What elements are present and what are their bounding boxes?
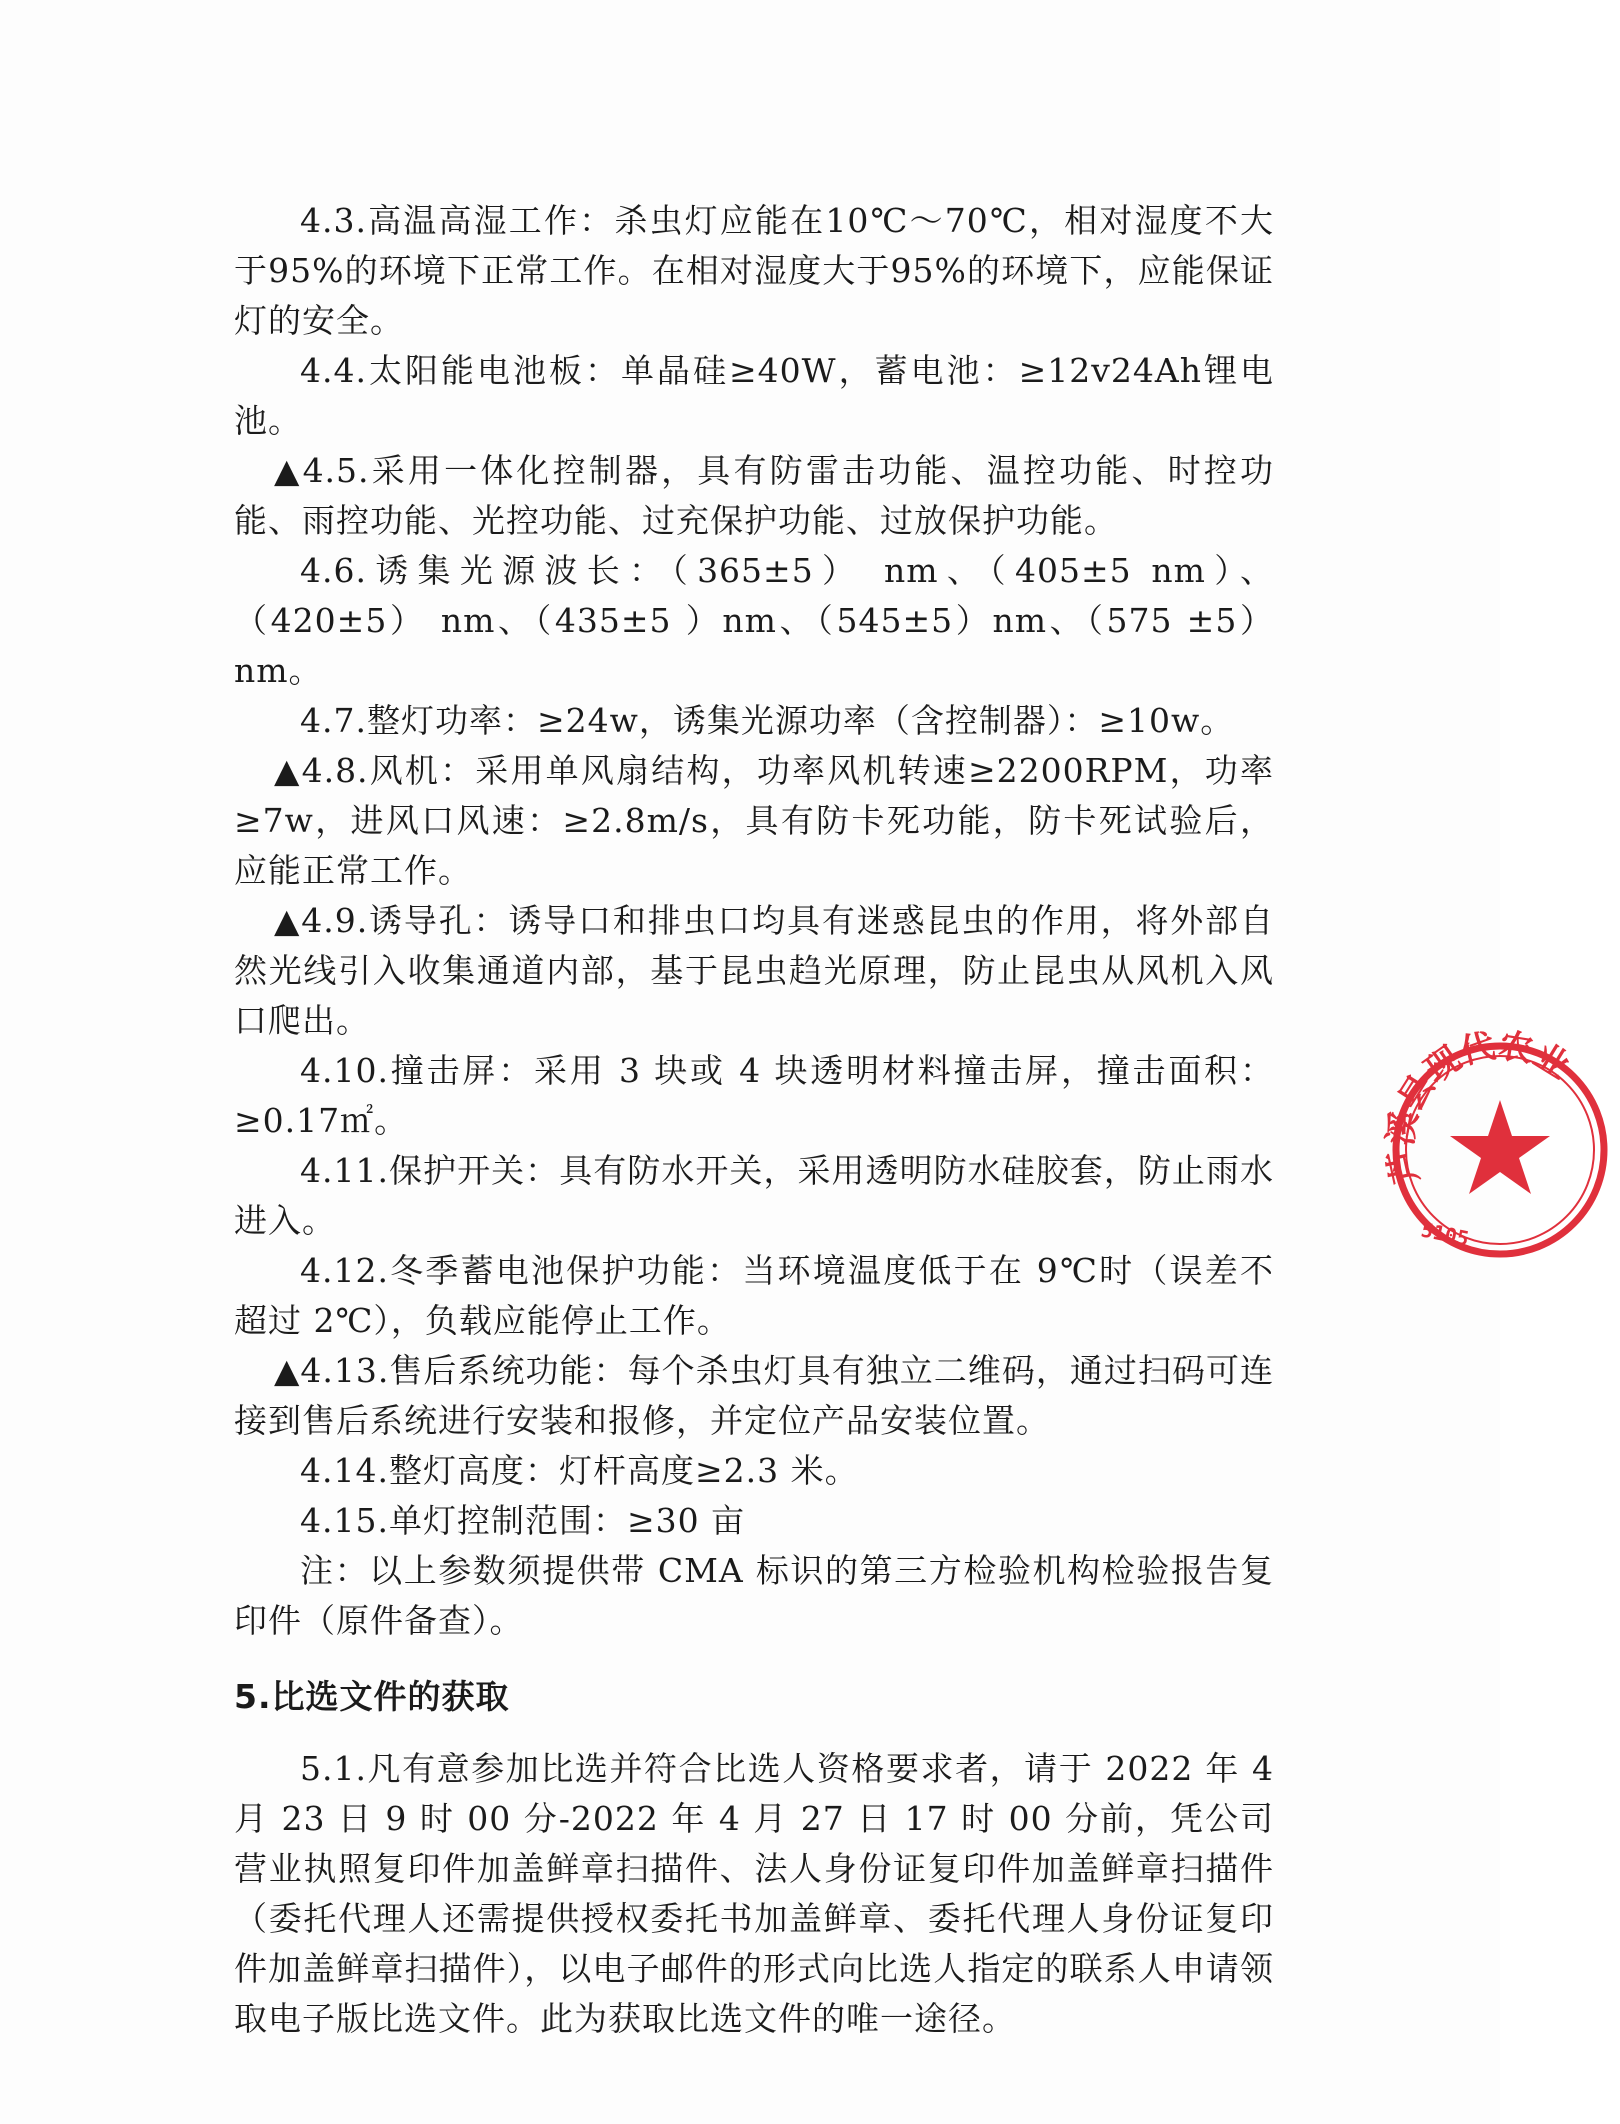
section-5-heading: 5.比选文件的获取 bbox=[234, 1677, 510, 1716]
clause-4-11: 4.11.保护开关：具有防水开关，采用透明防水硅胶套，防止雨水进入。 bbox=[234, 1151, 1274, 1240]
company-seal-icon bbox=[1380, 1000, 1620, 1300]
seal-text: 芦溪县现代农业 bbox=[1380, 1025, 1577, 1188]
clause-4-9: ▲4.9.诱导孔：诱导口和排虫口均具有迷惑昆虫的作用，将外部自然光线引入收集通道内部，基于昆虫趋光原理，防止昆虫从风机入风口爬出。 bbox=[234, 901, 1274, 1040]
triangle-marker-icon: ▲ bbox=[274, 751, 302, 790]
seal-number: 5105 bbox=[1418, 1217, 1472, 1251]
clause-4-7: 4.7.整灯功率：≥24w，诱集光源功率（含控制器）：≥10w。 bbox=[300, 701, 1235, 740]
note-paragraph: 注：以上参数须提供带 CMA 标识的第三方检验机构检验报告复印件（原件备查）。 bbox=[234, 1551, 1274, 1640]
clause-4-10: 4.10.撞击屏：采用 3 块或 4 块透明材料撞击屏，撞击面积：≥0.17㎡。 bbox=[234, 1051, 1274, 1140]
document-body bbox=[234, 196, 1274, 2044]
clause-4-14: 4.14.整灯高度：灯杆高度≥2.3 米。 bbox=[300, 1451, 859, 1490]
triangle-marker-icon: ▲ bbox=[274, 451, 303, 490]
seal-star-icon bbox=[1450, 1100, 1550, 1194]
triangle-marker-icon: ▲ bbox=[274, 901, 302, 940]
clause-4-12: 4.12.冬季蓄电池保护功能：当环境温度低于在 9℃时（误差不超过 2℃），负载应能停止工作。 bbox=[234, 1251, 1274, 1340]
clause-4-13: ▲4.13.售后系统功能：每个杀虫灯具有独立二维码，通过扫码可连接到售后系统进行安装和报修，并定位产品安装位置。 bbox=[234, 1351, 1274, 1440]
clause-4-15: 4.15.单灯控制范围：≥30 亩 bbox=[300, 1501, 746, 1540]
clause-4-8: ▲4.8.风机：采用单风扇结构，功率风机转速≥2200RPM，功率≥7w，进风口风速：≥2.8m/s，具有防卡死功能，防卡死试验后，应能正常工作。 bbox=[234, 751, 1274, 890]
clause-5-1: 5.1.凡有意参加比选并符合比选人资格要求者，请于 2022 年 4 月 23 日 9 时 00 分-2022 年 4 月 27 日 17 时 00 分前，凭公司营业执照复印件加盖鲜章扫描件、法人身份证复印件加盖鲜章扫描件（委托代理人还需提供授权委托书加盖鲜章、委托代理人身份证复印件加盖鲜章扫描件），以电子邮件的形式向比选人指定的联系人申请领取电子版比选文件。此为获取比选文件的唯一途径。 bbox=[234, 1749, 1274, 2038]
clause-4-3: 4.3.高温高湿工作：杀虫灯应能在10℃～70℃，相对湿度不大于95%的环境下正常工作。在相对湿度大于95%的环境下，应能保证灯的安全。 bbox=[234, 201, 1274, 340]
clause-4-6: 4.6.诱集光源波长：（365±5） nm、（405±5 nm）、（420±5） nm、（435±5 ）nm、（545±5）nm、（575 ±5）nm。 bbox=[234, 551, 1274, 690]
clause-4-5: ▲4.5.采用一体化控制器，具有防雷击功能、温控功能、时控功能、雨控功能、光控功能、过充保护功能、过放保护功能。 bbox=[234, 451, 1274, 540]
triangle-marker-icon: ▲ bbox=[274, 1351, 301, 1390]
clause-4-4: 4.4.太阳能电池板：单晶硅≥40W，蓄电池：≥12v24Ah锂电池。 bbox=[234, 351, 1274, 440]
